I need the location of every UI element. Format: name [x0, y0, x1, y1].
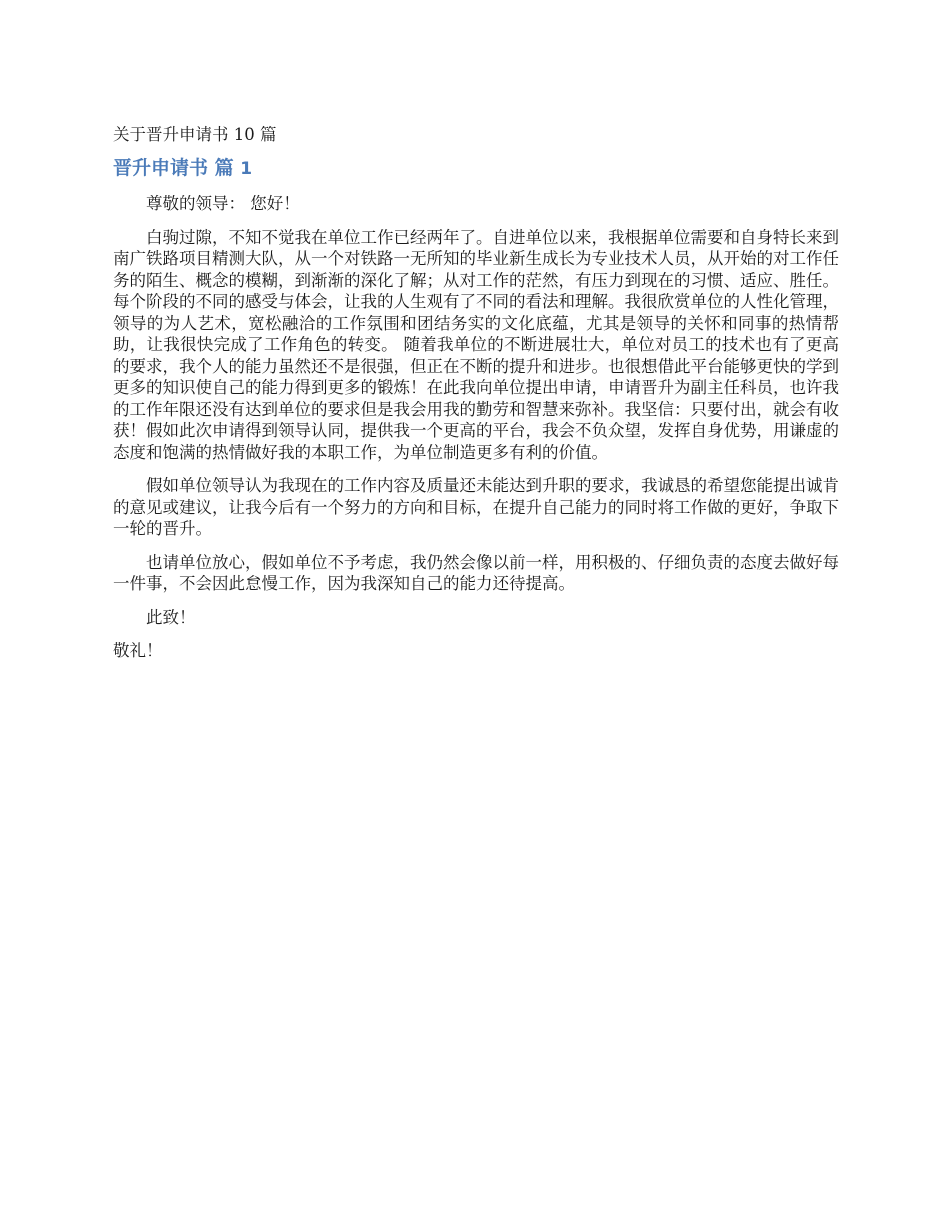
document-title: 关于晋升申请书 10 篇 — [113, 125, 277, 144]
regards-line: 敬礼！ — [113, 641, 163, 660]
closing-line: 此致！ — [146, 607, 196, 627]
section-heading — [113, 154, 839, 183]
document-body — [113, 124, 839, 674]
section-heading-text: 晋升申请书 篇 — [113, 157, 234, 179]
body-paragraph-1: 白驹过隙，不知不觉我在单位工作已经两年了。自进单位以来，我根据单位需要和自身特长来到南广铁路项目精测大队，从一个对铁路一无所知的毕业新生成长为专业技术人员，从开始的对工作任务的陌生、概念的模糊，到渐渐的深化了解；从对工作的茫然，有压力到现在的习惯、适应、胜任。每个阶段的不同的感受与体会，让我的人生观有了不同的看法和理解。我很欣赏单位的人性化管理，领导的为人艺术，宽松融洽的工作氛围和团结务实的文化底蕴，尤其是领导的关怀和同事的热情帮助，让我很快完成了工作角色的转变。 随着我单位的不断进展壮大，单位对员工的技术也有了更高的要求，我个人的能力虽然还不是很强，但正在不断的提升和进步。也很想借此平台能够更快的学到更多的知识使自己的能力得到更多的锻炼！在此我向单位提出申请，申请晋升为副主任科员，也许我的工作年限还没有达到单位的要求但是我会用我的勤劳和智慧来弥补。我坚信：只要付出，就会有收获！假如此次申请得到领导认同，提供我一个更高的平台，我会不负众望，发挥自身优势，用谦虚的态度和饱满的热情做好我的本职工作，为单位制造更多有利的价值。 — [113, 227, 839, 462]
section-heading-number: 1 — [240, 159, 253, 179]
body-paragraph-3: 也请单位放心，假如单位不予考虑，我仍然会像以前一样，用积极的、仔细负责的态度去做好每一件事，不会因此怠慢工作，因为我深知自己的能力还待提高。 — [113, 552, 839, 593]
body-paragraph-2: 假如单位领导认为我现在的工作内容及质量还未能达到升职的要求，我诚恳的希望您能提出诚肯的意见或建议，让我今后有一个努力的方向和目标，在提升自己能力的同时将工作做的更好，争取下一轮的晋升。 — [113, 476, 839, 538]
salutation: 尊敬的领导： 您好！ — [146, 194, 300, 213]
